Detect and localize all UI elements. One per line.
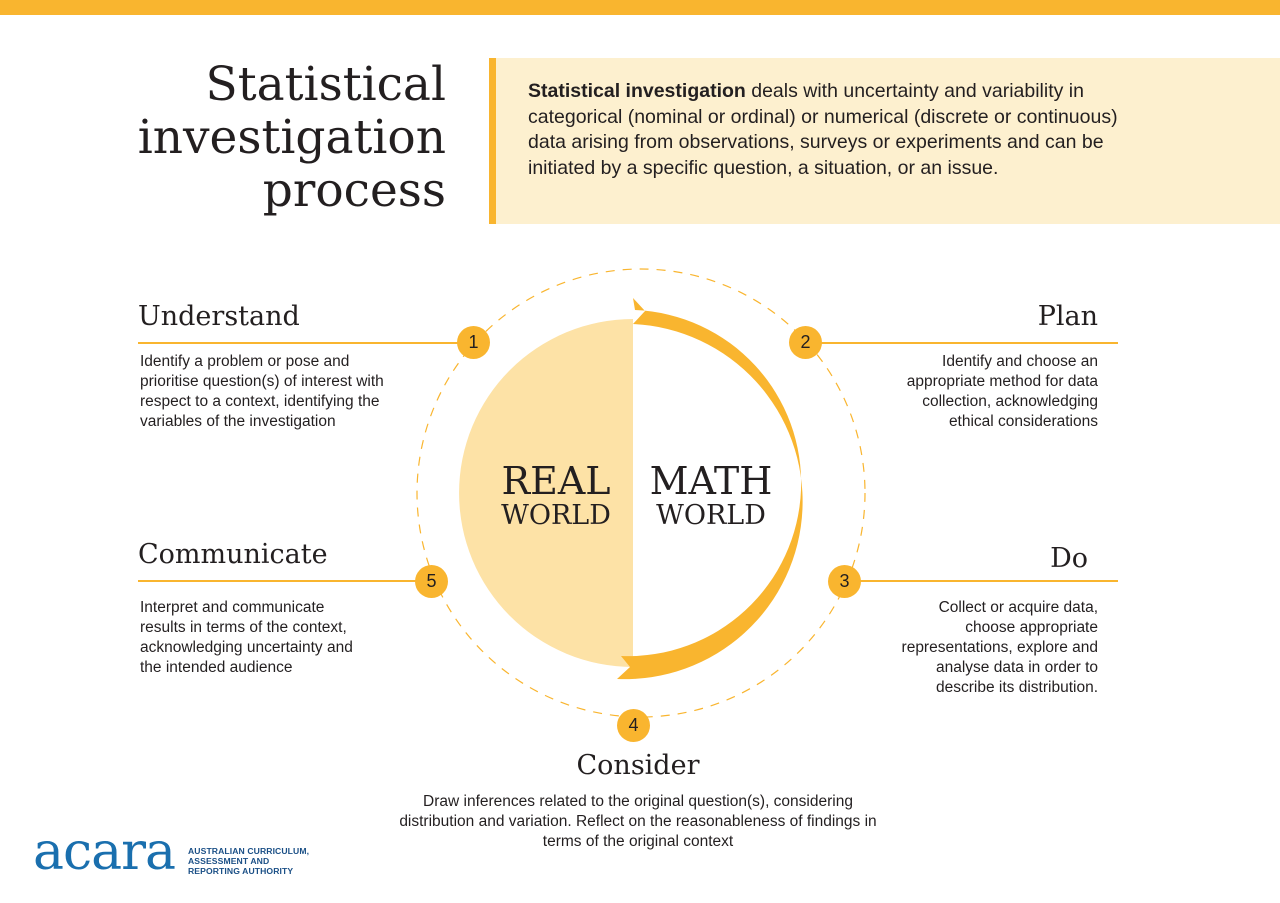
plan-desc: Identify and choose an appropriate method for data collection, acknowledging ethical considerations (906, 353, 1098, 430)
intro-bold-term: Statistical investigation (528, 80, 746, 102)
logo-tag-line-3: REPORTING AUTHORITY (188, 866, 294, 876)
math-label: MATH (649, 459, 773, 503)
understand-title: Understand (138, 301, 300, 332)
step-badge-5: 5 (415, 565, 448, 598)
communicate-desc: Interpret and communicate results in terms of the context, acknowledging uncertainty and the intended audience (140, 599, 353, 676)
understand-desc: Identify a problem or pose and prioritise question(s) of interest with respect to a context, identifying the variables of the investigation (140, 353, 384, 430)
math-world-sub: WORLD (656, 500, 766, 531)
logo-tagline (188, 846, 348, 876)
plan-title: Plan (1037, 301, 1098, 332)
step-badge-1: 1 (457, 326, 490, 359)
communicate-rule (138, 580, 420, 582)
real-world-label (476, 461, 636, 531)
real-world-sub: WORLD (501, 500, 611, 531)
step-badge-4: 4 (617, 709, 650, 742)
math-world-label (631, 461, 791, 531)
title-line-3: process (262, 163, 446, 218)
consider-desc: Draw inferences related to the original question(s), considering distribution and variation. Reflect on the reasonableness of findings in terms of the original context (399, 793, 877, 850)
real-label: REAL (501, 459, 611, 503)
step-badge-2: 2 (789, 326, 822, 359)
understand-rule (138, 342, 460, 344)
do-rule (860, 580, 1118, 582)
title-line-1: Statistical (205, 57, 446, 112)
do-desc: Collect or acquire data, choose appropriate representations, explore and analyse data in order to describe its distribution. (901, 599, 1098, 696)
logo-tag-line-2: ASSESSMENT AND (188, 856, 270, 866)
consider-title: Consider (576, 750, 700, 781)
do-title: Do (1050, 543, 1088, 574)
logo-tag-line-1: AUSTRALIAN CURRICULUM, (188, 846, 310, 856)
logo-wordmark: acara (33, 822, 175, 882)
title-line-2: investigation (137, 110, 446, 165)
intro-text: deals with uncertainty and variability in categorical (nominal or ordinal) or numerical (discrete or continuous) data arising from observations, surveys or experiments and can be initiated by a specific question, a situation, or an issue. (528, 80, 1118, 179)
step-badge-3: 3 (828, 565, 861, 598)
plan-rule (818, 342, 1118, 344)
communicate-title: Communicate (138, 539, 328, 570)
